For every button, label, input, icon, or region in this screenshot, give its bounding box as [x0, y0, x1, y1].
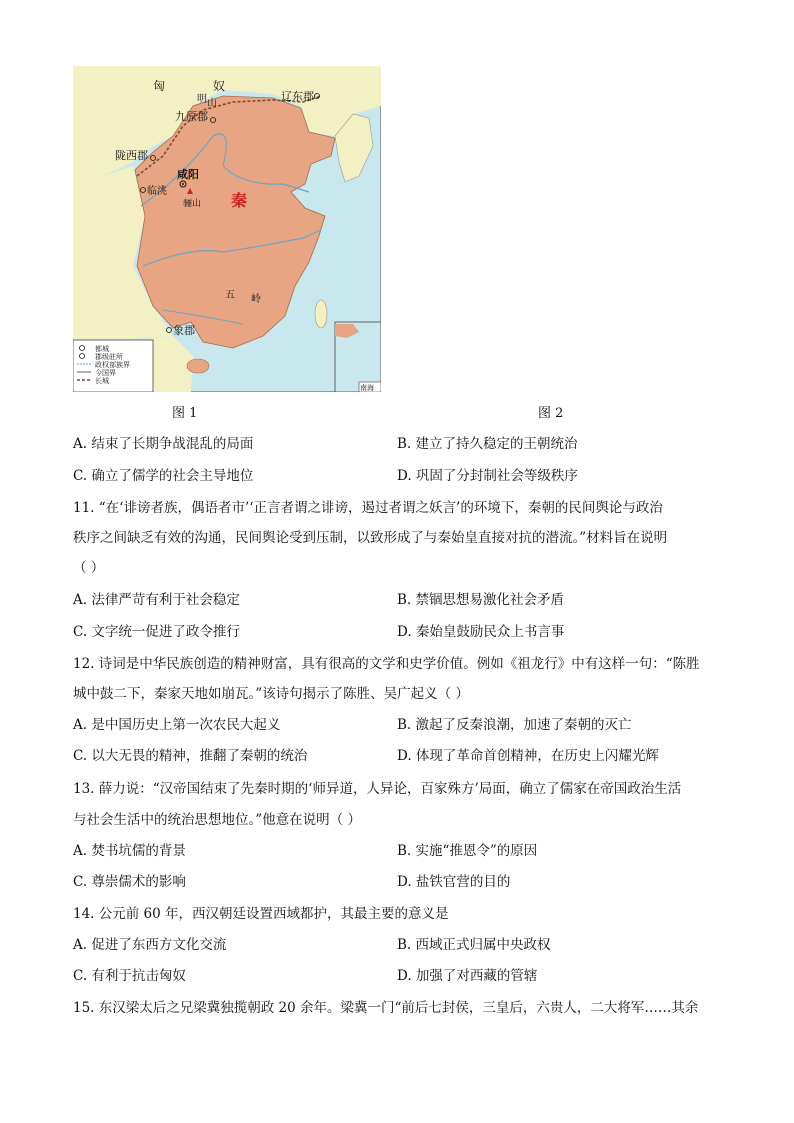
q13-stem-line-1: 13. 薛力说：“汉帝国结束了先秦时期的‘师异道，人异论，百家殊方’局面，确立了儒家在帝国政治生活	[73, 781, 682, 797]
label-xiongnu-1: 匈	[153, 79, 166, 93]
q14-option-c: C. 有利于抗击匈奴	[73, 968, 186, 984]
q13-option-a: A. 焚书坑儒的背景	[73, 843, 186, 859]
label-qin: 秦	[231, 191, 248, 210]
figure-1-caption: 图 1	[172, 406, 198, 421]
legend-item-3: 今国界	[95, 369, 116, 377]
q15-stem-line-1: 15. 东汉梁太后之兄梁冀独揽朝政 20 余年。梁冀一门“前后七封侯，三皇后，六贵人，二大将军……其余	[73, 1000, 699, 1016]
q11-option-c: C. 文字统一促进了政令推行	[73, 624, 240, 640]
label-xiangjun: 象郡	[173, 324, 195, 337]
q11-stem-line-3: （ ）	[73, 560, 105, 576]
q14-stem-line-1: 14. 公元前 60 年，西汉朝廷设置西域都护，其最主要的意义是	[73, 906, 449, 922]
q13-option-c: C. 尊崇儒术的影响	[73, 874, 186, 890]
q12-stem-line-1: 12. 诗词是中华民族创造的精神财富，具有很高的文学和史学价值。例如《祖龙行》中有这样一句：“陈胜	[73, 656, 700, 672]
q14-option-a: A. 促进了东西方文化交流	[73, 937, 227, 953]
q10-option-b: B. 建立了持久稳定的王朝统治	[397, 436, 578, 452]
q13-stem-line-2: 与社会生活中的统治思想地位。”他意在说明（ ）	[73, 812, 361, 828]
q10-option-d: D. 巩固了分封制社会等级秩序	[397, 468, 578, 484]
q11-stem-line-1: 11. “在‘诽谤者族，偶语者市’‘正言者谓之诽谤，遏过者谓之妖言’的环境下，秦朝的民间舆论与政治	[73, 500, 663, 516]
q11-option-b: B. 禁锢思想易激化社会矛盾	[397, 592, 565, 608]
qin-dynasty-map	[73, 66, 381, 392]
q13-option-d: D. 盐铁官营的目的	[397, 874, 511, 890]
q10-option-c: C. 确立了儒学的社会主导地位	[73, 468, 254, 484]
label-wuling-1: 五	[225, 290, 235, 301]
label-lintao: 临洮	[147, 186, 167, 197]
label-lishan: 骊山	[183, 199, 202, 209]
legend-item-1: 郡级驻所	[95, 353, 123, 361]
legend-item-4: 长城	[95, 377, 109, 385]
q12-option-a: A. 是中国历史上第一次农民大起义	[73, 717, 281, 733]
q13-option-b: B. 实施“推恩令”的原因	[397, 843, 538, 859]
q12-stem-line-2: 城中鼓二下，秦家天地如崩瓦。”该诗句揭示了陈胜、吴广起义（ ）	[73, 686, 469, 702]
label-xiongnu-2: 奴	[213, 79, 226, 93]
label-longxi: 陇西郡	[115, 149, 148, 162]
label-wuling-2: 岭	[251, 294, 261, 305]
label-ming-2: 山	[207, 98, 217, 109]
label-nanhai: 南海	[360, 384, 374, 392]
q12-option-c: C. 以大无畏的精神，推翻了秦朝的统治	[73, 748, 308, 764]
q10-option-a: A. 结束了长期争战混乱的局面	[73, 436, 254, 452]
label-liaodong: 辽东郡	[281, 90, 314, 103]
legend-item-0: 都城	[95, 345, 109, 353]
label-jiuyuan: 九原郡	[175, 110, 208, 123]
q11-option-d: D. 秦始皇鼓励民众上书言事	[397, 624, 565, 640]
figure-2-caption: 图 2	[538, 406, 564, 421]
legend-item-2: 政权部族界	[95, 361, 130, 369]
label-xianyang: 咸阳	[177, 168, 199, 181]
q12-option-d: D. 体现了革命首创精神，在历史上闪耀光辉	[397, 748, 659, 764]
label-ming-1: 明	[197, 94, 207, 105]
q11-option-a: A. 法律严苛有利于社会稳定	[73, 592, 240, 608]
q14-option-b: B. 西域正式归属中央政权	[397, 937, 551, 953]
q11-stem-line-2: 秩序之间缺乏有效的沟通，民间舆论受到压制，以致形成了与秦始皇直接对抗的潜流。”材料旨在说明	[73, 530, 668, 546]
q14-option-d: D. 加强了对西藏的管辖	[397, 968, 538, 984]
q12-option-b: B. 激起了反秦浪潮，加速了秦朝的灭亡	[397, 717, 632, 733]
